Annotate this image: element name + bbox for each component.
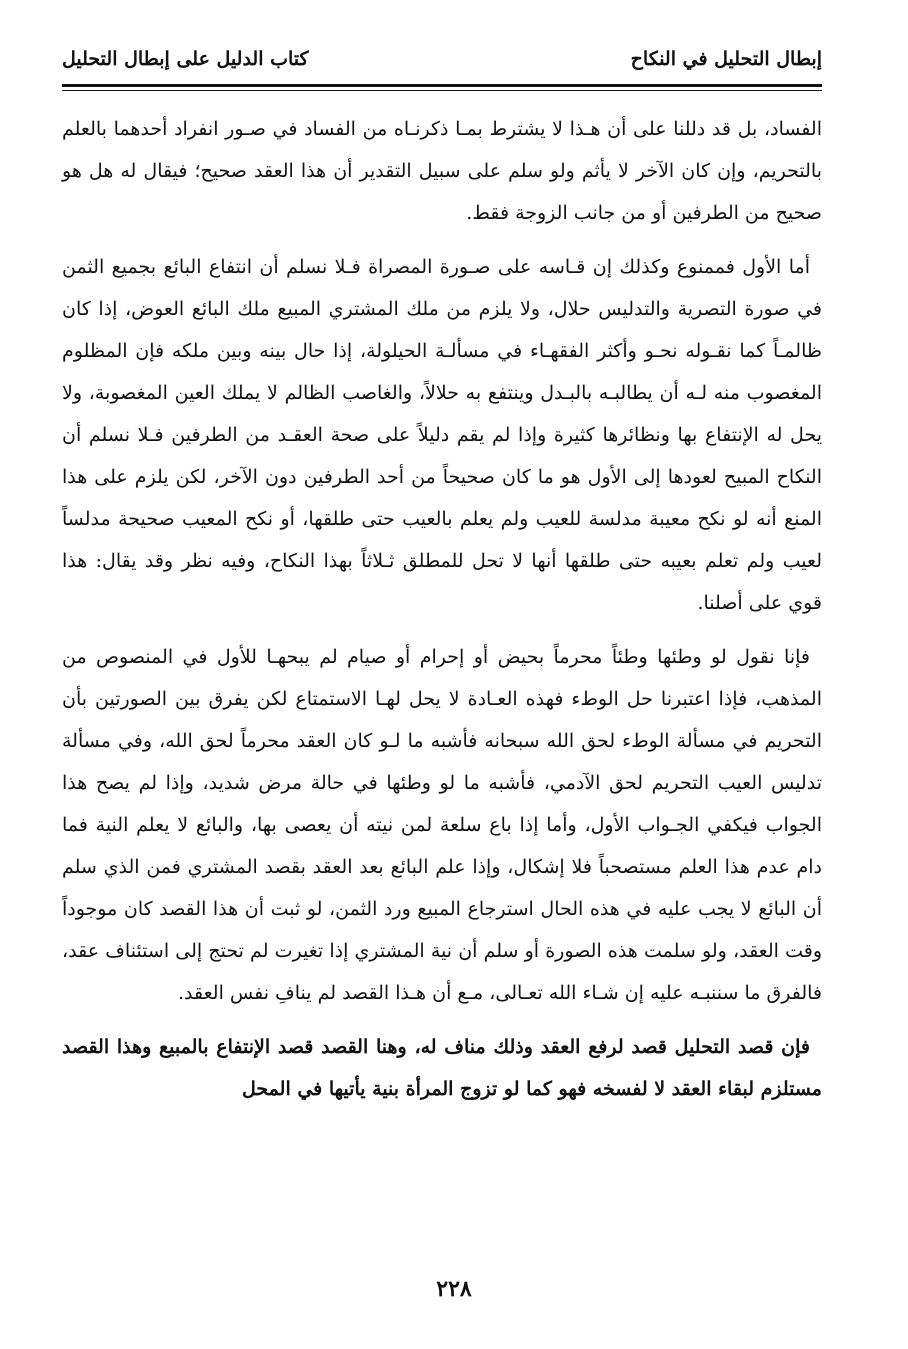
header-rule-thick	[62, 84, 822, 87]
paragraph-1: الفساد، بل قد دللنا على أن هـذا لا يشترط بمـا ذكرنـاه من الفساد في صـور انفراد أحدهما بالعلم بالتحريم، وإن كان الآخر لا يأثم ولو سلم على سبيل التقدير أن هذا العقد صحيح؛ فيقال له هل هو صحيح من الطرفين أو من جانب الزوجة فقط.	[62, 118, 822, 224]
paragraph-4: فإن قصد التحليل قصد لرفع العقد وذلك مناف له، وهنا القصد قصد الإنتفاع بالمبيع وهذا القصد مستلزم لبقاء العقد لا لفسخه فهو كما لو تزوج المرأة بنية يأتيها في المحل	[62, 1036, 822, 1100]
header-rule-thin	[62, 90, 822, 91]
paragraph-3: فإنا نقول لو وطئها وطئاً محرماً بحيض أو إحرام أو صيام لم يبحهـا للأول في المنصوص من المذهب، فإذا اعتبرنا حل الوطء فهذه العـادة لا يحل لهـا الاستمتاع لكن يفرق بين الصورتين بأن التحريم في مسألة الوطء لحق الله سبحانه فأشبه ما لـو كان العقد محرماً لحق الله، وفي مسألة تدليس العيب التحريم لحق الآدمي، فأشبه ما لو وطئها في حالة مرض شديد، وإذا لم يصح هذا الجواب فيكفي الجـواب الأول، وأما إذا باع سلعة لمن نيته أن يعصى بها، والبائع لا يعلم النية فما دام عدم هذا العلم مستصحباً فلا إشكال، وإذا علم البائع بعد العقد بقصد المشتري فمن الذي سلم أن البائع لا يجب عليه في هذه الحال استرجاع المبيع ورد الثمن، لو ثبت أن هذا القصد كان موجوداً وقت العقد، ولو سلمت هذه الصورة أو سلم أن نية المشتري إذا تغيرت لم تحتج إلى استئناف عقد، فالفرق ما سننبـه عليه إن شـاء الله تعـالى، مـع أن هـذا القصد لم ينافِ نفس العقد.	[62, 646, 822, 1004]
header-book-title: كتاب الدليل على إبطال التحليل	[62, 48, 309, 70]
page-number: ٢٢٨	[436, 1276, 472, 1302]
running-header	[62, 40, 822, 84]
paragraph-2: أما الأول فممنوع وكذلك إن قـاسه على صـورة المصراة فـلا نسلم أن انتفاع البائع بجميع الثمن في صورة التصرية والتدليس حلال، ولا يلزم من ملك المشتري المبيع ملك البائع العوض، إذا كان ظالمـاً كما نقـوله نحـو وأكثر الفقهـاء في مسألـة الحيلولة، إذا حال بينه وبين ملكه فإن المظلوم المغصوب منه لـه أن يطالبـه بالبـدل وينتفع به حلالاً، والغاصب الظالم لا يملك العين المغصوبة، ولا يحل له الإنتفاع بها ونظائرها كثيرة وإذا لم يقم دليلاً على صحة العقـد من الطرفين فـلا نسلم أن النكاح المبيح لعودها إلى الأول هو ما كان صحيحاً من أحد الطرفين دون الآخر، لكن يلزم على هذا المنع أنه لو نكح معيبة مدلسة للعيب ولم يعلم بالعيب حتى طلقها، أو نكح المعيب صحيحة مدلساً لعيب ولم تعلم بعيبه حتى طلقها أنها لا تحل للمطلق ثـلاثاً بهذا النكاح، وفيه نظر وقد يقال: هذا قوي على أصلنا.	[62, 256, 822, 614]
main-text	[62, 108, 822, 1122]
header-chapter-title: إبطال التحليل في النكاح	[630, 48, 822, 70]
